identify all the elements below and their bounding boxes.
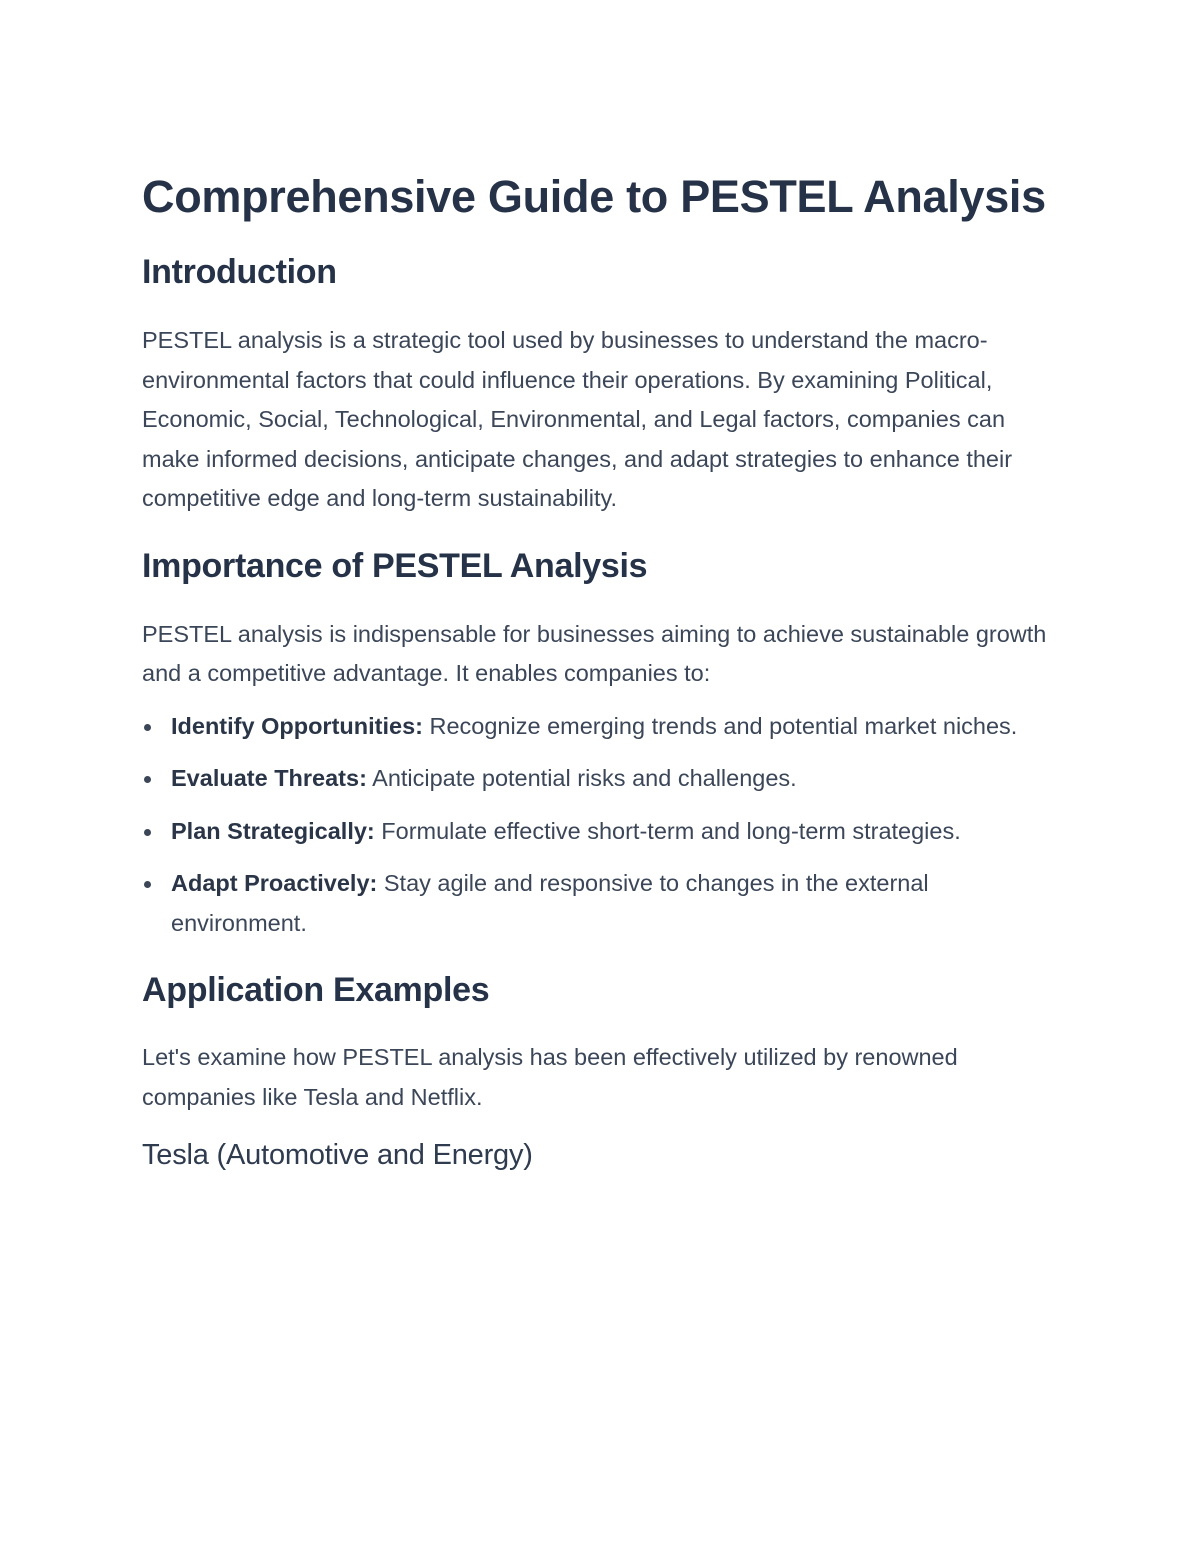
list-item-term: Adapt Proactively: [171, 870, 378, 896]
page-title: Comprehensive Guide to PESTEL Analysis [142, 171, 1046, 222]
introduction-heading: Introduction [142, 253, 337, 291]
list-item-text: Recognize emerging trends and potential market niches. [429, 712, 1018, 739]
importance-heading: Importance of PESTEL Analysis [142, 546, 648, 585]
application-examples-paragraph: Let's examine how PESTEL analysis has been effectively utilized by renowned companies like Tesla and Netflix. [142, 1044, 958, 1110]
list-item [142, 812, 1062, 852]
application-examples-heading: Application Examples [142, 971, 490, 1009]
importance-bullet-list [142, 707, 1062, 944]
list-item [142, 707, 1062, 747]
list-item [142, 864, 1062, 943]
tesla-subheading: Tesla (Automotive and Energy) [142, 1139, 533, 1171]
importance-paragraph: PESTEL analysis is indispensable for businesses aiming to achieve sustainable growth and a competitive advantage. It enables companies to: [142, 620, 1047, 686]
list-item-text: Stay agile and responsive to changes in the external environment. [171, 870, 929, 936]
document-page [142, 166, 1062, 1174]
list-item-term: Plan Strategically: [171, 817, 375, 844]
list-item-text: Formulate effective short-term and long-term strategies. [381, 817, 961, 844]
list-item-term: Evaluate Threats: [171, 765, 367, 791]
introduction-paragraph: PESTEL analysis is a strategic tool used by businesses to understand the macro-environmental factors that could influence their operations. By examining Political, Economic, Social, Technological, Environmental, and Legal factors, companies can make informed decisions, anticipate changes, and adapt strategies to enhance their competitive edge and long-term sustainability. [142, 327, 1013, 511]
list-item-term: Identify Opportunities: [171, 712, 423, 739]
list-item [142, 759, 1062, 799]
list-item-text: Anticipate potential risks and challenges. [372, 765, 797, 791]
